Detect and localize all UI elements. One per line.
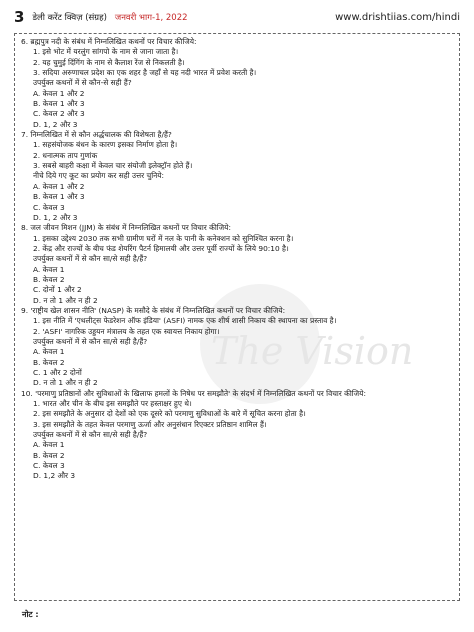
- answer-option[interactable]: D. 1, 2 और 3: [33, 212, 78, 222]
- website-url[interactable]: www.drishtiias.com/hindi: [335, 11, 460, 23]
- footer-note: नोट :: [22, 610, 39, 619]
- question-prompt: उपर्युक्त कथनों में से कौन सा/से सही है/हैं?: [33, 336, 148, 346]
- question-block: [21, 306, 453, 389]
- answer-option[interactable]: B. केवल 1 और 3: [33, 99, 85, 109]
- watermark-text: The Vision: [211, 329, 414, 373]
- answer-option[interactable]: B. केवल 2: [33, 357, 65, 367]
- answer-option[interactable]: D. न तो 1 और न ही 2: [33, 378, 98, 388]
- statement: 2. 'ASFI' नागरिक उड्डयन मंत्रालय के तहत एक स्वायत्त निकाय होगा।: [33, 326, 220, 336]
- statement: 3. सबसे बाहरी कक्षा में केवल चार संयोजी इलेक्ट्रॉन होते हैं।: [33, 161, 193, 171]
- questions-box: [14, 33, 460, 601]
- statement: 2. इस समझौते के अनुसार दो देशों को एक दूसरे को परमाणु सुविधाओं के बारे में सूचित करना होता है।: [33, 409, 306, 419]
- statement: 2. धनात्मक ताप गुणांक: [33, 150, 98, 160]
- question-block: [21, 130, 453, 223]
- statement: 1. भारत और चीन के बीच इस समझौते पर हस्ताक्षर हुए थे।: [33, 399, 192, 409]
- statement: 1. इसे भोट में यरलुंग सांगपो के नाम से जाना जाता है।: [33, 47, 179, 57]
- question-block: [21, 223, 453, 306]
- question-text: 7. निम्नलिखित में से कौन अर्द्धचालक की विशेषता है/हैं?: [21, 130, 172, 140]
- question-prompt: उपर्युक्त कथनों में से कौन सा/से सही है/हैं?: [33, 254, 148, 264]
- answer-option[interactable]: A. केवल 1: [33, 264, 65, 274]
- statement: 1. इसका उद्देश्य 2030 तक सभी ग्रामीण घरों में नल के पानी के कनेक्शन को सुनिश्चित करना है।: [33, 233, 294, 243]
- header-left: [14, 8, 188, 26]
- question-block: [21, 37, 453, 130]
- answer-option[interactable]: A. केवल 1: [33, 440, 65, 450]
- answer-option[interactable]: C. दोनों 1 और 2: [33, 285, 82, 295]
- answer-option[interactable]: B. केवल 2: [33, 274, 65, 284]
- answer-option[interactable]: D. 1, 2 और 3: [33, 119, 78, 129]
- answer-option[interactable]: C. केवल 2 और 3: [33, 109, 85, 119]
- statement: 3. सदिया अरुणाचल प्रदेश का एक शहर है जहाँ से यह नदी भारत में प्रवेश करती है।: [33, 68, 257, 78]
- question-text: 6. ब्रह्मपुत्र नदी के संबंध में निम्नलिखित कथनों पर विचार कीजिये:: [21, 37, 197, 46]
- answer-option[interactable]: A. केवल 1: [33, 347, 65, 357]
- page-number: 3: [14, 8, 25, 26]
- statement: 1. सहसंयोजक बंधन के कारण इसका निर्माण होता है।: [33, 140, 178, 150]
- issue-label: जनवरी भाग-1, 2022: [114, 12, 188, 23]
- answer-option[interactable]: C. केवल 3: [33, 202, 65, 212]
- question-prompt: नीचे दिये गए कूट का प्रयोग कर सही उत्तर चुनिये:: [33, 171, 164, 181]
- question-prompt: उपर्युक्त कथनों में से कौन सा/से सही है/हैं?: [33, 430, 148, 440]
- answer-option[interactable]: A. केवल 1 और 2: [33, 88, 85, 98]
- answer-option[interactable]: D. न तो 1 और न ही 2: [33, 295, 98, 305]
- answer-option[interactable]: B. केवल 2: [33, 450, 65, 460]
- answer-option[interactable]: B. केवल 1 और 3: [33, 192, 85, 202]
- statement: 2. केंद्र और राज्यों के बीच फंड शेयरिंग पैटर्न हिमालयी और उत्तर पूर्वी राज्यों के लिये 90:10 है।: [33, 243, 289, 253]
- question-prompt: उपर्युक्त कथनों में से कौन-से सही हैं?: [33, 78, 132, 88]
- answer-option[interactable]: C. केवल 3: [33, 461, 65, 471]
- page-header: [14, 6, 460, 28]
- answer-option[interactable]: D. 1,2 और 3: [33, 471, 76, 481]
- question-text: 9. 'राष्ट्रीय खेल शासन नीति' (NASP) के मसौदे के संबंध में निम्नलिखित कथनों पर विचार कीजिये:: [21, 305, 286, 315]
- question-list: [21, 37, 453, 482]
- answer-option[interactable]: C. 1 और 2 दोनों: [33, 368, 82, 377]
- answer-option[interactable]: A. केवल 1 और 2: [33, 181, 85, 191]
- question-block: [21, 389, 453, 482]
- statement: 2. यह चुमुई दिंगिंग के नाम से कैलाश रेंज से निकलती है।: [33, 57, 185, 67]
- question-text: 8. जल जीवन मिशन (JJM) के संबंध में निम्नलिखित कथनों पर विचार कीजिये:: [21, 223, 231, 233]
- statement: 1. इस नीति में 'एथलीट्स फेडरेशन ऑफ इंडिया' (ASFI) नामक एक शीर्ष शासी निकाय की स्थापना का प्रस्ताव है।: [33, 316, 337, 326]
- statement: 3. इस समझौते के तहत केवल परमाणु ऊर्जा और अनुसंधान रिएक्टर प्रतिष्ठान शामिल हैं।: [33, 419, 267, 429]
- document-title: डेली करेंट क्विज़ (संग्रह): [32, 12, 107, 23]
- question-text: 10. 'परमाणु प्रतिष्ठानों और सुविधाओं के खिलाफ हमलों के निषेध पर समझौते' के संदर्भ में निम्नलिखित कथनों पर विचार कीजिये:: [21, 388, 366, 398]
